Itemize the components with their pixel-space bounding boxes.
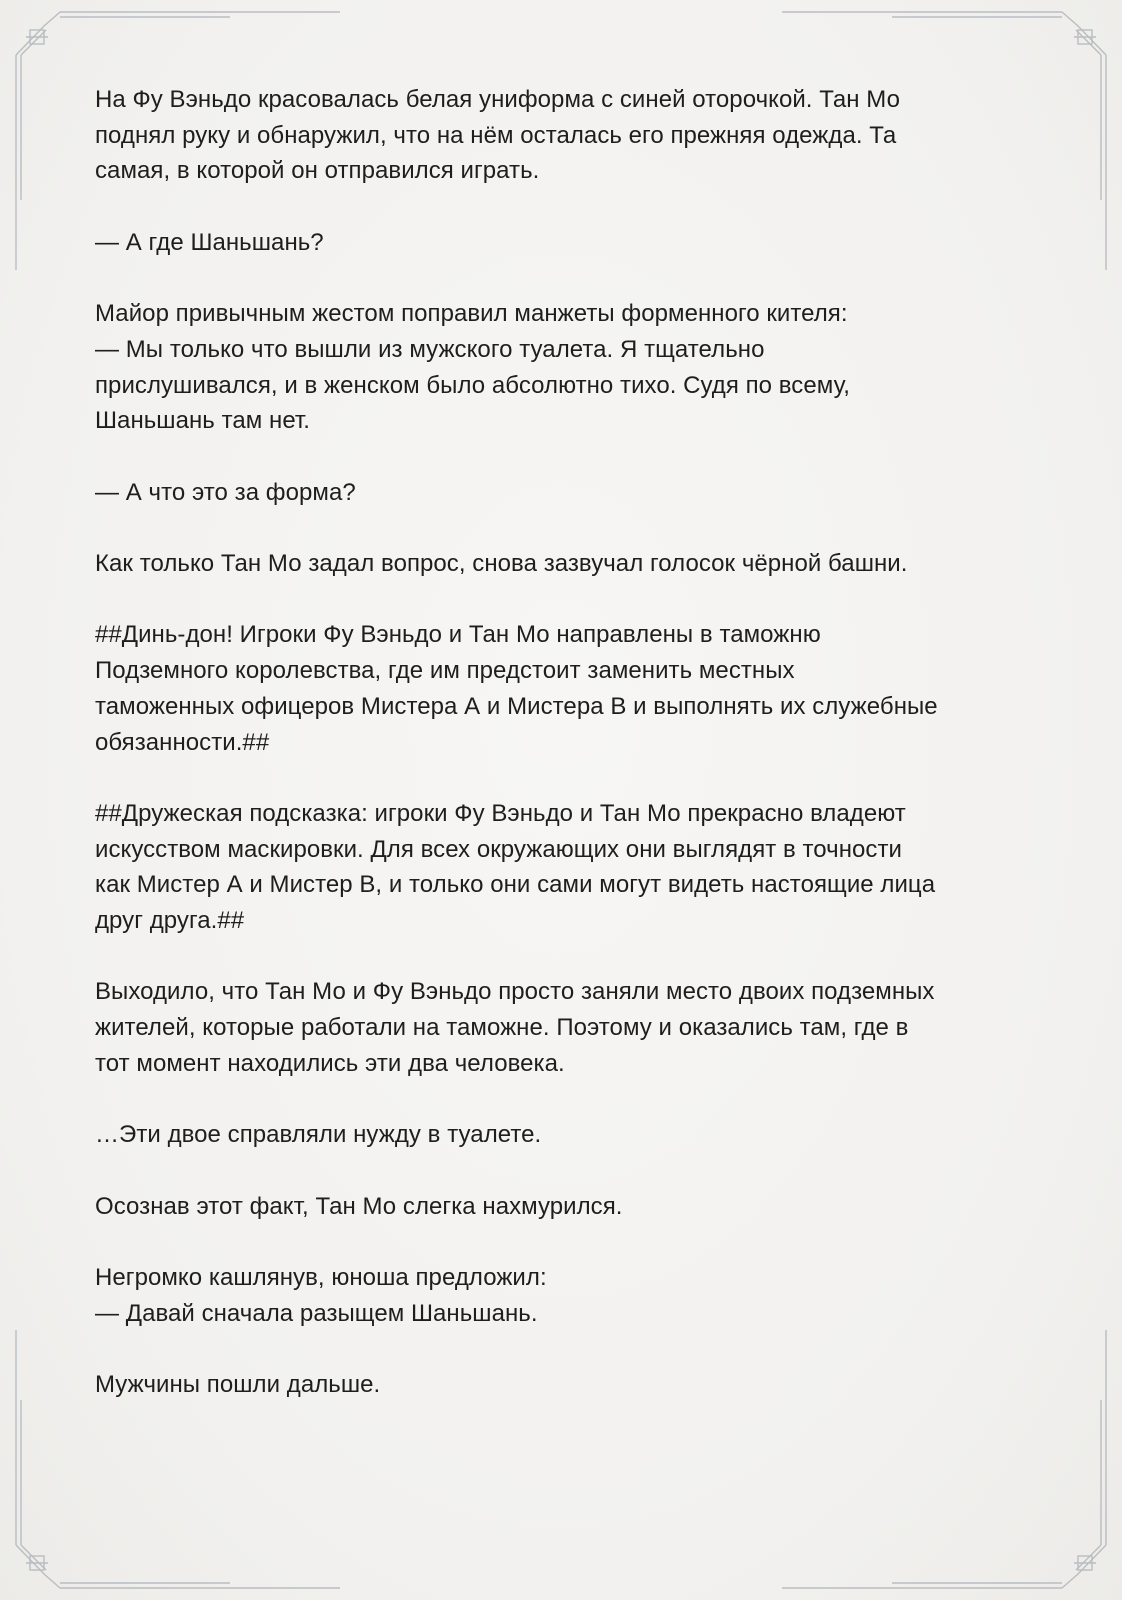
text-line: — Давай сначала разыщем Шаньшань. xyxy=(95,1299,538,1327)
text-line: Осознав этот факт, Тан Мо слегка нахмурился. xyxy=(95,1192,623,1220)
text-line: как Мистер А и Мистер В, и только они сами могут видеть настоящие лица xyxy=(95,871,936,899)
paragraph xyxy=(95,546,1035,582)
paragraph xyxy=(95,974,1035,1081)
paragraph xyxy=(95,1189,1035,1225)
paragraph xyxy=(95,82,1035,189)
text-line: — Мы только что вышли из мужского туалета. Я тщательно xyxy=(95,335,765,363)
text-line: Майор привычным жестом поправил манжеты форменного кителя: xyxy=(95,300,848,328)
text-line: — А что это за форма? xyxy=(95,478,356,506)
paragraph xyxy=(95,225,1035,261)
text-line: Шаньшань там нет. xyxy=(95,407,311,435)
text-line: самая, в которой он отправился играть. xyxy=(95,157,540,185)
text-line: друг друга.## xyxy=(95,907,245,935)
paragraph xyxy=(95,1260,1035,1331)
text-line: поднял руку и обнаружил, что на нём осталась его прежняя одежда. Та xyxy=(95,121,897,149)
paragraph xyxy=(95,796,1035,939)
text-line: Как только Тан Мо задал вопрос, снова зазвучал голосок чёрной башни. xyxy=(95,550,908,578)
paragraph xyxy=(95,1117,1035,1153)
document-body xyxy=(95,82,1035,1439)
text-line: Выходило, что Тан Мо и Фу Вэньдо просто заняли место двоих подземных xyxy=(95,978,935,1006)
text-line: — А где Шаньшань? xyxy=(95,228,324,256)
text-line: На Фу Вэньдо красовалась белая униформа с синей оторочкой. Тан Мо xyxy=(95,86,900,113)
text-line: обязанности.## xyxy=(95,728,270,756)
paragraph xyxy=(95,475,1035,511)
paragraph xyxy=(95,617,1035,760)
text-line: Подземного королевства, где им предстоит заменить местных xyxy=(95,657,795,685)
text-line: Мужчины пошли дальше. xyxy=(95,1371,381,1399)
paragraph xyxy=(95,296,1035,439)
text-line: …Эти двое справляли нужду в туалете. xyxy=(95,1121,542,1149)
text-line: ##Дружеская подсказка: игроки Фу Вэньдо и Тан Мо прекрасно владеют xyxy=(95,799,906,827)
text-line: прислушивался, и в женском было абсолютно тихо. Судя по всему, xyxy=(95,371,850,399)
paragraph xyxy=(95,1367,1035,1403)
text-line: жителей, которые работали на таможне. Поэтому и оказались там, где в xyxy=(95,1014,909,1042)
text-line: Негромко кашлянув, юноша предложил: xyxy=(95,1264,547,1292)
text-line: искусством маскировки. Для всех окружающих они выглядят в точности xyxy=(95,835,902,863)
text-line: таможенных офицеров Мистера А и Мистера В и выполнять их служебные xyxy=(95,692,938,720)
text-line: ##Динь-дон! Игроки Фу Вэньдо и Тан Мо направлены в таможню xyxy=(95,621,821,649)
text-line: тот момент находились эти два человека. xyxy=(95,1049,565,1077)
